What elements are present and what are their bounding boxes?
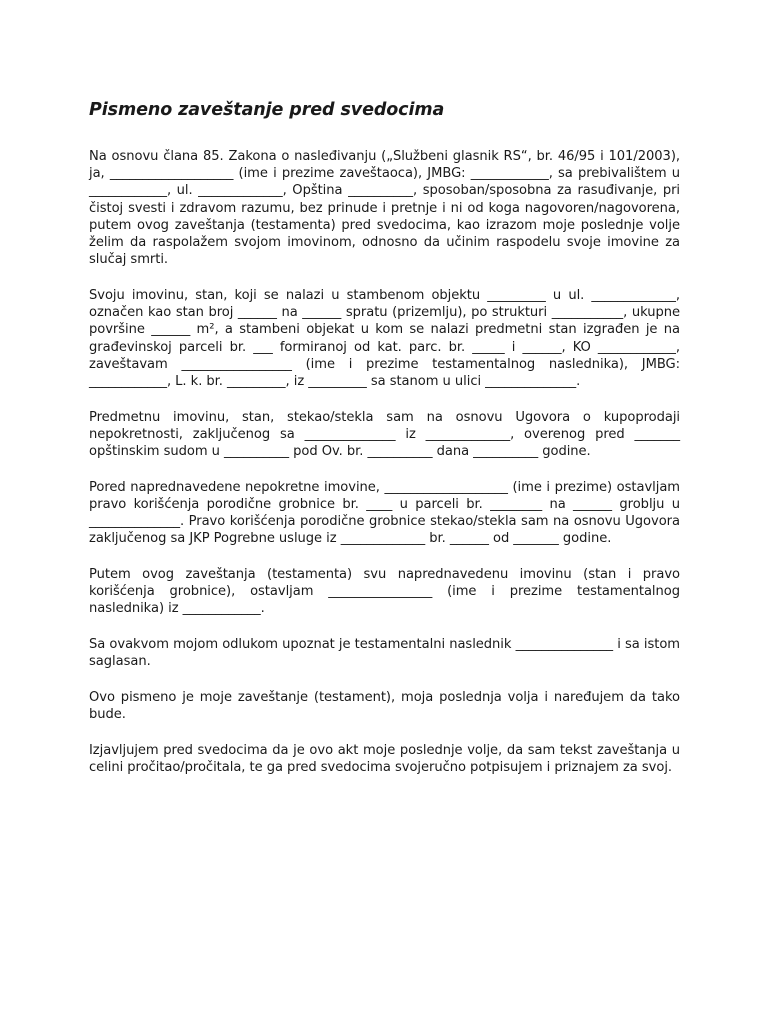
paragraph-property-bequest: Svoju imovinu, stan, koji se nalazi u stambenom objektu _________ u ul. _____________, označen kao stan broj ______ na ______ spratu (prizemlju), po strukturi ___________, ukupne površine ______ m², a stambeni objekat u kom se nalazi predmetni stan izgrađen je na građevinskoj parceli br. ___ formiranoj od kat. parc. br. _____ i ______, KO ____________, zaveštavam _________________ (ime i prezime testamentalnog naslednika), JMBG: ____________, L. k. br. _________, iz _________ sa stanom u ulici ______________. — [89, 287, 680, 389]
paragraph-heir-assignment: Putem ovog zaveštanja (testamenta) svu naprednavedenu imovinu (stan i pravo korišćenja grobnice), ostavljam ________________ (ime i prezime testamentalnog naslednika) iz ____________. — [89, 567, 680, 617]
paragraph-witness-declaration: Izjavljujem pred svedocima da je ovo akt moje poslednje volje, da sam tekst zaveštanja u celini pročitao/pročitala, te ga pred svedocima svojeručno potpisujem i priznajem za svoj. — [89, 742, 680, 776]
paragraph-heir-consent: Sa ovakvom mojom odlukom upoznat je testamentalni naslednik _______________ i sa istom saglasan. — [89, 637, 680, 670]
document-page — [89, 98, 680, 795]
paragraph-last-will: Ovo pismeno je moje zaveštanje (testament), moja poslednja volja i naređujem da tako bude. — [89, 690, 680, 723]
paragraph-legal-basis: Na osnovu člana 85. Zakona o nasleđivanju („Službeni glasnik RS“, br. 46/95 i 101/2003), ja, ___________________ (ime i prezime zaveštaoca), JMBG: ____________, sa prebivalištem u ____________, ul. _____________, Opština __________, sposoban/sposobna za rasuđivanje, pri čistoj svesti i zdravom razumu, bez prinude i pretnje i ni od koga nagovoren/nagovorena, putem ovog zaveštanja (testamenta) pred svedocima, kao izrazom moje poslednje volje želim da raspolažem svojom imovinom, odnosno da učinim raspodelu svoje imovine za slučaj smrti. — [89, 149, 680, 268]
paragraph-acquisition: Predmetnu imovinu, stan, stekao/stekla sam na osnovu Ugovora o kupoprodaji nepokretnosti, zaključenog sa ______________ iz _____________, overenog pred _______ opštinskim sudom u __________ pod Ov. br. __________ dana __________ godine. — [89, 409, 680, 460]
paragraph-grave-rights: Pored naprednavedene nepokretne imovine, ___________________ (ime i prezime) ostavljam pravo korišćenja porodične grobnice br. ____ u parceli br. ________ na ______ groblju u ______________. Pravo korišćenja porodične grobnice stekao/stekla sam na osnovu Ugovora zaključenog sa JKP Pogrebne usluge iz _____________ br. ______ od _______ godine. — [89, 479, 680, 547]
document-title: Pismeno zaveštanje pred svedocima — [89, 100, 445, 120]
